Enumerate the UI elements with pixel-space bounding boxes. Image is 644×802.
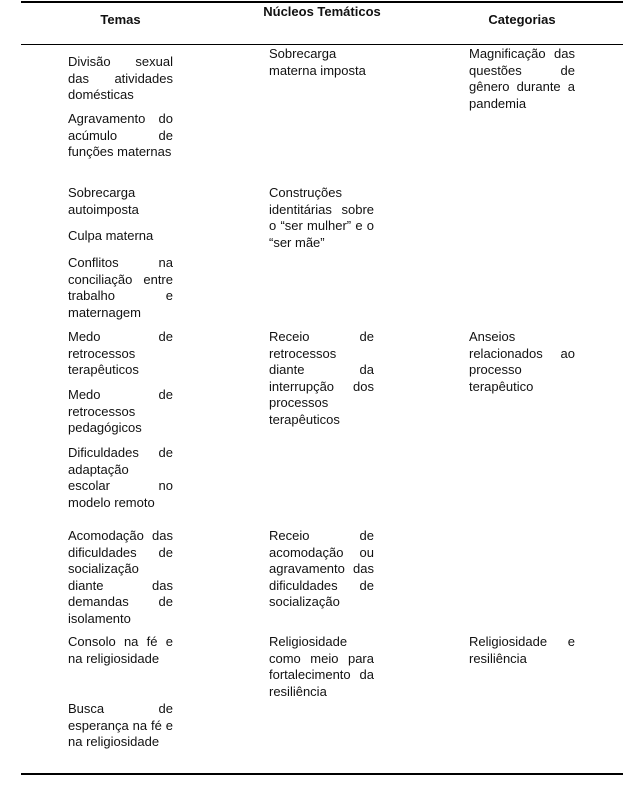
nucleo-cell: Construções identitárias sobre o “ser mulher” e o “ser mãe” <box>269 185 374 250</box>
table-header-rule <box>21 44 623 45</box>
nucleo-cell: Religiosidade como meio para fortalecimento da resiliência <box>269 634 374 699</box>
categoria-cell: Anseios relacionados ao processo terapêutico <box>469 329 575 394</box>
categoria-cell: Religiosidade e resiliência <box>469 634 575 666</box>
header-categorias: Categorias <box>488 12 556 27</box>
tema-cell: Culpa materna <box>68 228 154 243</box>
categoria-cell: Magnificação das questões de gênero durante a pandemia <box>469 46 575 111</box>
tema-cell: Agravamento do acúmulo de funções maternas <box>68 111 173 159</box>
tema-cell: Busca de esperança na fé e na religiosidade <box>68 701 173 749</box>
tema-cell: Medo de retrocessos terapêuticos <box>68 329 173 377</box>
nucleo-cell: Receio de acomodação ou agravamento das dificuldades de socialização <box>269 528 374 609</box>
header-nucleos-tematicos: Núcleos Temáticos <box>263 4 381 19</box>
tema-cell: Dificuldades de adaptação escolar no modelo remoto <box>68 445 173 510</box>
table-bottom-rule <box>21 773 623 775</box>
table-top-rule <box>21 1 623 3</box>
header-temas: Temas <box>100 12 141 27</box>
tema-cell: Acomodação das dificuldades de socialização diante das demandas de isolamento <box>68 528 173 626</box>
tema-cell: Medo de retrocessos pedagógicos <box>68 387 173 435</box>
tema-cell: Divisão sexual das atividades domésticas <box>68 54 173 102</box>
tema-cell: Sobrecarga autoimposta <box>68 185 139 217</box>
nucleo-cell: Receio de retrocessos diante da interrupção dos processos terapêuticos <box>269 329 374 427</box>
tema-cell: Conflitos na conciliação entre trabalho e maternagem <box>68 255 173 320</box>
nucleo-cell: Sobrecarga materna imposta <box>269 46 366 78</box>
tema-cell: Consolo na fé e na religiosidade <box>68 634 173 666</box>
